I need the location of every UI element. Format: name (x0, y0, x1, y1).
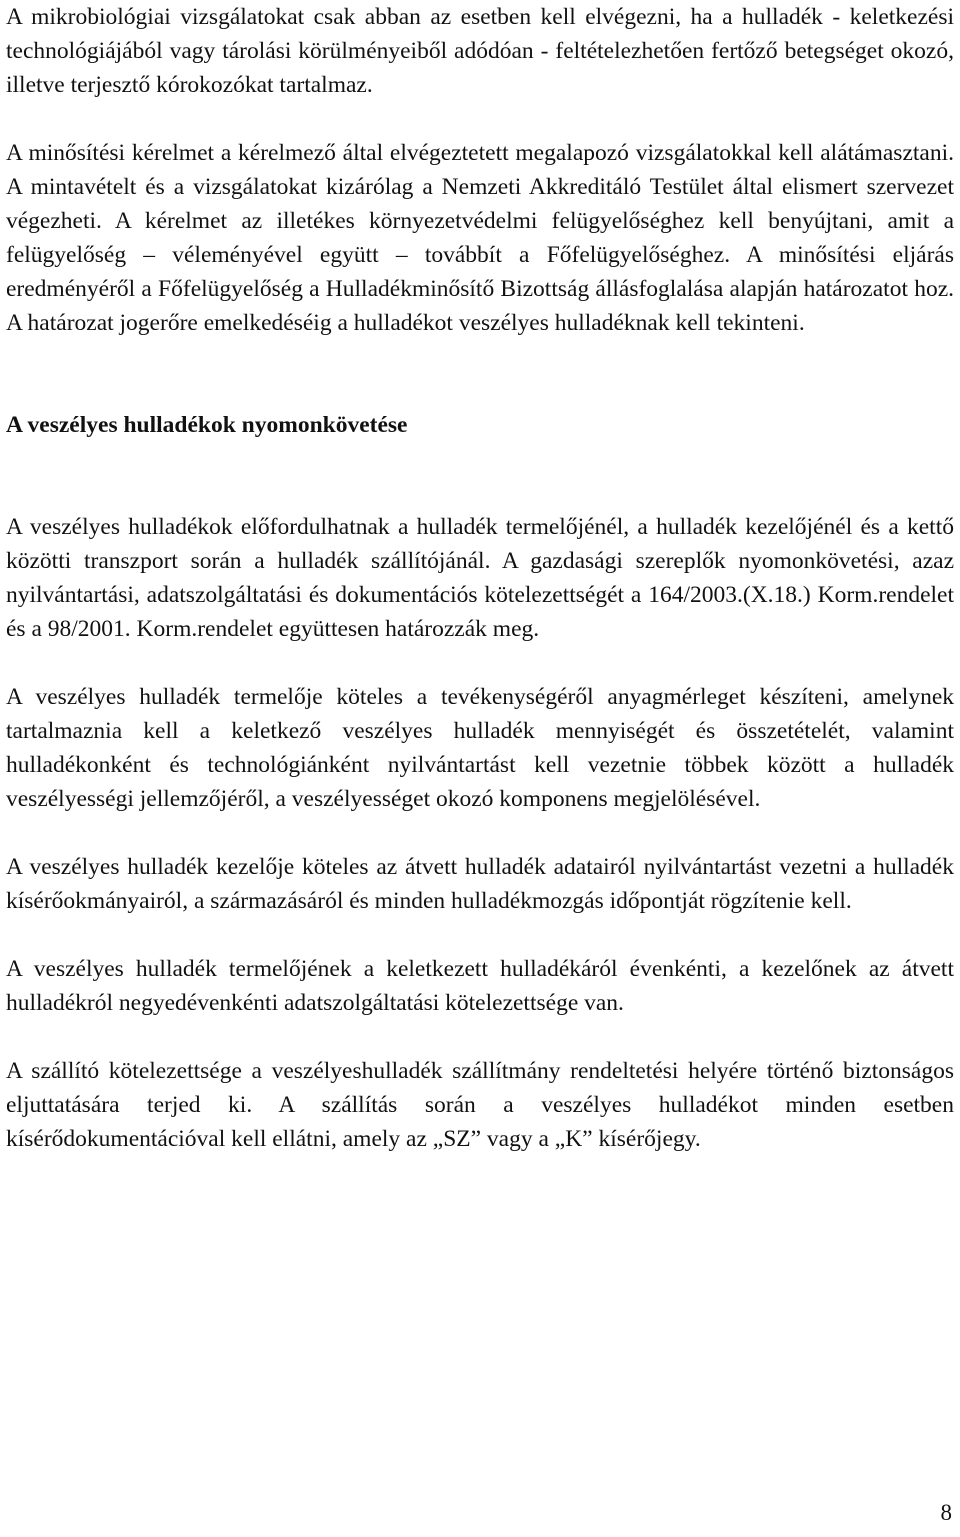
paragraph-microbiology: A mikrobiológiai vizsgálatokat csak abban az esetben kell elvégezni, ha a hulladék - keletkezési technológiájából vagy tárolási körülményeiből adódóan - feltételezhetően fertőző betegséget okozó, illetve terjesztő kórokozókat tartalmaz. (6, 4, 954, 98)
page-number: 8 (940, 1500, 952, 1525)
paragraph-handler-duties: A veszélyes hulladék kezelője köteles az átvett hulladék adatairól nyilvántartást vezetni a hulladék kísérőokmányairól, a származásáról és minden hulladékmozgás időpontját rögzítenie kell. (6, 854, 954, 914)
paragraph-carrier-duties: A szállító kötelezettsége a veszélyeshulladék szállítmány rendeltetési helyére történő biztonságos eljuttatására terjed ki. A szállítás során a veszélyes hulladékot minden esetben kísérődokumentációval kell ellátni, amely az „SZ” vagy a „K” kísérőjegy. (6, 1058, 954, 1152)
section-heading: A veszélyes hulladékok nyomonkövetése (6, 412, 408, 438)
paragraph-qualification-request: A minősítési kérelmet a kérelmező által elvégeztetett megalapozó vizsgálatokkal kell alátámasztani. A mintavételt és a vizsgálatokat kizárólag a Nemzeti Akkreditáló Testület által elismert szervezet végezheti. A kérelmet az illetékes környezetvédelmi felügyelőséghez kell benyújtani, amit a felügyelőség – véleményével együtt – továbbít a Főfelügyelőséghez. A minősítési eljárás eredményéről a Főfelügyelőség a Hulladékminősítő Bizottság állásfoglalása alapján határozatot hoz. A határozat jogerőre emelkedéséig a hulladékot veszélyes hulladéknak kell tekinteni. (6, 140, 954, 336)
document-page (6, 0, 954, 1156)
paragraph-producer-duties: A veszélyes hulladék termelője köteles a tevékenységéről anyagmérleget készíteni, amelynek tartalmaznia kell a keletkező veszélyes hulladék mennyiségét és összetételét, valamint hulladékonként és technológiánként nyilvántartást kell vezetnie többek között a hulladék veszélyességi jellemzőjéről, a veszélyességet okozó komponens megjelölésével. (6, 684, 954, 812)
paragraph-tracking-overview: A veszélyes hulladékok előfordulhatnak a hulladék termelőjénél, a hulladék kezelőjénél és a kettő közötti transzport során a hulladék szállítójánál. A gazdasági szereplők nyomonkövetési, azaz nyilvántartási, adatszolgáltatási és dokumentációs kötelezettségét a 164/2003.(X.18.) Korm.rendelet és a 98/2001. Korm.rendelet együttesen határozzák meg. (6, 514, 954, 642)
paragraph-reporting-duties: A veszélyes hulladék termelőjének a keletkezett hulladékáról évenkénti, a kezelőnek az átvett hulladékról negyedévenkénti adatszolgáltatási kötelezettsége van. (6, 956, 954, 1016)
